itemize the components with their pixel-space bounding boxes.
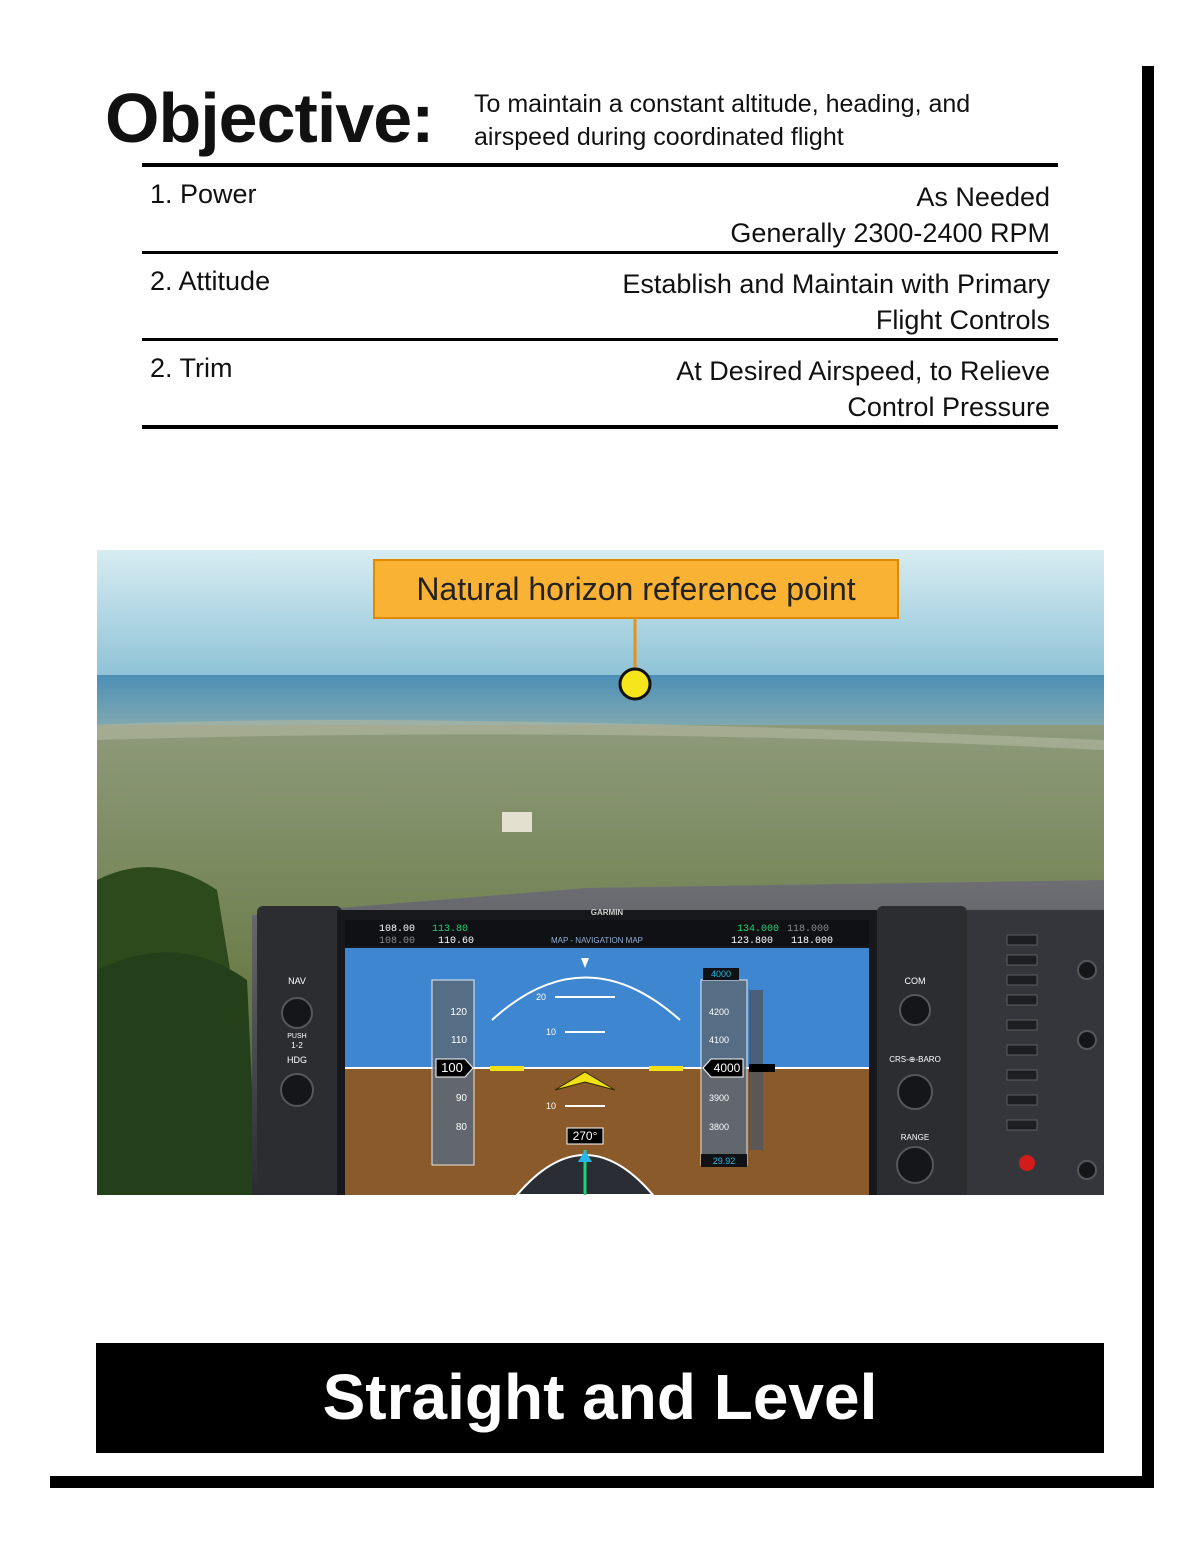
- checklist: [142, 163, 1058, 429]
- mfd-title: MAP - NAVIGATION MAP: [550, 936, 644, 945]
- objective-text: To maintain a constant altitude, heading, and airspeed during coordinated flight: [474, 90, 971, 151]
- nav1-active: 108.00: [379, 924, 416, 935]
- step-value-line: Control Pressure: [847, 392, 1050, 422]
- cockpit-illustration: [97, 550, 1104, 1195]
- altitude-tick: 4200: [709, 1007, 730, 1017]
- horizon-callout: Natural horizon reference point: [373, 559, 899, 619]
- step-value-line: As Needed: [916, 182, 1050, 212]
- hdg-knob: [281, 1074, 313, 1106]
- emergency-button: [1019, 1155, 1035, 1171]
- cockpit-photo: [97, 550, 1104, 1195]
- building: [502, 812, 532, 832]
- crs-baro-label: CRS-⊕-BARO: [889, 1055, 941, 1064]
- airspeed-tick: 110: [451, 1035, 467, 1046]
- altitude-readout: 4000: [713, 1061, 741, 1075]
- page-banner-title: Straight and Level: [96, 1343, 1104, 1453]
- airspeed-readout: 100: [441, 1060, 463, 1075]
- step-label: 2. Trim: [150, 353, 233, 383]
- baro-setting: 29.92: [712, 1156, 736, 1166]
- page-right-border: [1142, 66, 1154, 1486]
- checklist-row-trim: [142, 341, 1058, 429]
- page-bottom-border: [50, 1476, 1154, 1488]
- attitude-sky: [345, 948, 869, 1068]
- step-value-line: At Desired Airspeed, to Relieve: [676, 356, 1050, 386]
- push-label: PUSH: [287, 1033, 307, 1040]
- crs-baro-knob: [898, 1075, 932, 1109]
- step-value-line: Establish and Maintain with Primary: [622, 269, 1050, 299]
- range-label: RANGE: [900, 1133, 930, 1142]
- checklist-row-attitude: [142, 254, 1058, 341]
- pitch-mark: 10: [545, 1101, 556, 1111]
- com-knob-label: COM: [904, 976, 926, 986]
- com1-active: 134.000: [737, 924, 780, 935]
- horizon-reference-dot: [620, 669, 650, 699]
- nav1-standby: 113.80: [432, 924, 469, 935]
- step-value: [622, 266, 1050, 338]
- left-bezel: [257, 906, 342, 1195]
- step-value: [730, 179, 1050, 251]
- airspeed-tick: 80: [455, 1122, 467, 1133]
- nav2-active: 108.00: [379, 936, 416, 947]
- step-value: [676, 353, 1050, 425]
- altitude-selected: 4000: [710, 969, 732, 979]
- com1-standby: 118.000: [787, 924, 830, 935]
- objective-title: Objective:: [105, 79, 434, 157]
- airspeed-tick: 120: [450, 1007, 467, 1018]
- range-knob: [897, 1147, 933, 1183]
- step-label: 1. Power: [150, 179, 257, 209]
- checklist-row-power: [142, 167, 1058, 254]
- pitch-mark: 20: [535, 992, 546, 1002]
- heading-readout: 270°: [572, 1129, 598, 1143]
- altitude-tick: 3800: [709, 1122, 730, 1132]
- com2-active: 123.800: [731, 936, 774, 947]
- knob-12-label: 1-2: [291, 1041, 303, 1050]
- nav2-standby: 110.60: [438, 936, 475, 947]
- com2-standby: 118.000: [791, 936, 834, 947]
- step-value-line: Flight Controls: [875, 305, 1050, 335]
- pitch-mark: 10: [545, 1027, 556, 1037]
- step-label: 2. Attitude: [150, 266, 271, 296]
- altitude-tick: 4100: [709, 1035, 730, 1045]
- brand-label: GARMIN: [590, 908, 624, 917]
- hdg-knob-label: HDG: [287, 1055, 307, 1065]
- water: [97, 675, 1104, 725]
- nav-knob-label: NAV: [288, 976, 306, 986]
- step-value-line: Generally 2300-2400 RPM: [730, 218, 1050, 248]
- nav-knob: [282, 998, 312, 1028]
- altitude-tick: 3900: [709, 1093, 730, 1103]
- airspeed-tick: 90: [455, 1093, 467, 1104]
- com-knob: [900, 995, 930, 1025]
